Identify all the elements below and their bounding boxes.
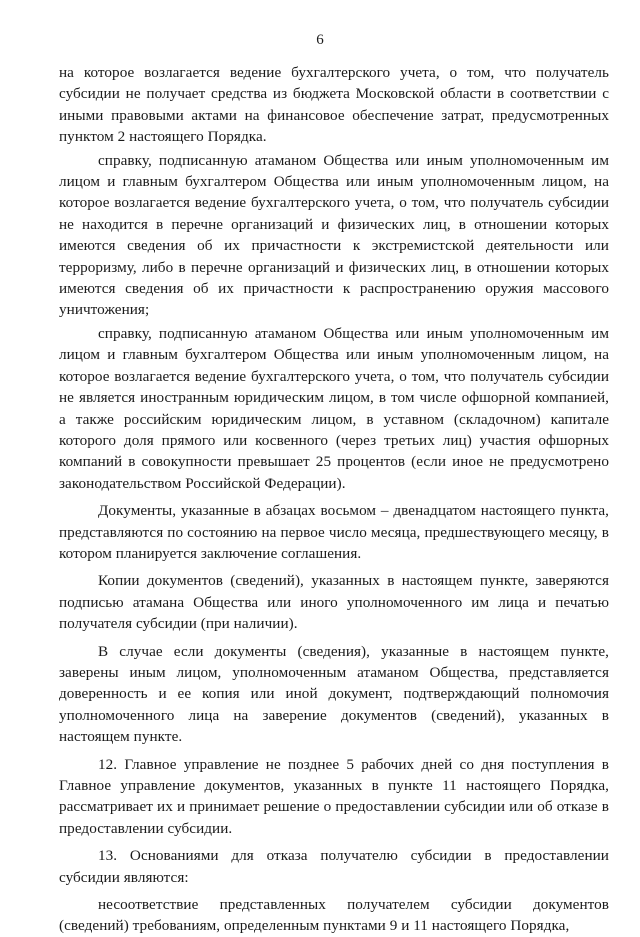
paragraph-refusal-ground: несоответствие представленных получателем субсидии документов (сведений) требованиям, определенным пунктами 9 и 11 настоящего Порядка,	[59, 896, 609, 935]
document-body	[59, 62, 609, 937]
paragraph-extremism-certificate: справку, подписанную атаманом Общества или иным уполномоченным им лицом и главным бухгалтером Общества или иным уполномоченным лицом, на которое возлагается ведение бухгалтерского учета, о том, что получатель субсидии не находится в перечне организаций и физических лиц, в отношении которых имеются сведения об их причастности к экстремистской деятельности или терроризму, либо в перечне организаций и физических лиц, в отношении которых имеются сведения об их причастности к распространению оружия массового уничтожения;	[59, 151, 609, 319]
page-number: 6	[316, 32, 324, 48]
paragraph-power-of-attorney: В случае если документы (сведения), указанные в настоящем пункте, заверены иным лицом, уполномоченным атаманом Общества, представляется доверенность и ее копия или иной документ, подтверждающий полномочия уполномоченного лица на заверение документов (сведений), указанных в настоящем пункте.	[59, 642, 609, 746]
paragraph-documents-date: Документы, указанные в абзацах восьмом – двенадцатом настоящего пункта, представляются по состоянию на первое число месяца, предшествующего месяцу, в котором планируется заключение соглашения.	[59, 502, 609, 562]
paragraph-copies-certification: Копии документов (сведений), указанных в настоящем пункте, заверяются подписью атамана Общества или иного уполномоченного им лица и печатью получателя субсидии (при наличии).	[59, 572, 609, 633]
paragraph-item-13: 13. Основаниями для отказа получателю субсидии в предоставлении субсидии являются:	[59, 847, 609, 886]
paragraph-item-12: 12. Главное управление не позднее 5 рабочих дней со дня поступления в Главное управление документов, указанных в пункте 11 настоящего Порядка, рассматривает их и принимает решение о предоставлении субсидии или об отказе в предоставлении субсидии.	[59, 755, 609, 837]
paragraph-offshore-certificate: справку, подписанную атаманом Общества или иным уполномоченным им лицом и главным бухгалтером Общества или иным уполномоченным лицом, на которое возлагается ведение бухгалтерского учета, о том, что получатель субсидии не является иностранным юридическим лицом, в том числе офшорной компанией, а также российским юридическим лицом, в уставном (складочном) капитале которого доля прямого или косвенного (через третьих лиц) участия офшорных компаний в совокупности превышает 25 процентов (если иное не предусмотрено законодательством Российской Федерации).	[59, 324, 609, 492]
paragraph-continuation: на которое возлагается ведение бухгалтерского учета, о том, что получатель субсидии не получает средства из бюджета Московской области в соответствии с иными правовыми актами на финансовое обеспечение затрат, предусмотренных пунктом 2 настоящего Порядка.	[59, 64, 609, 146]
